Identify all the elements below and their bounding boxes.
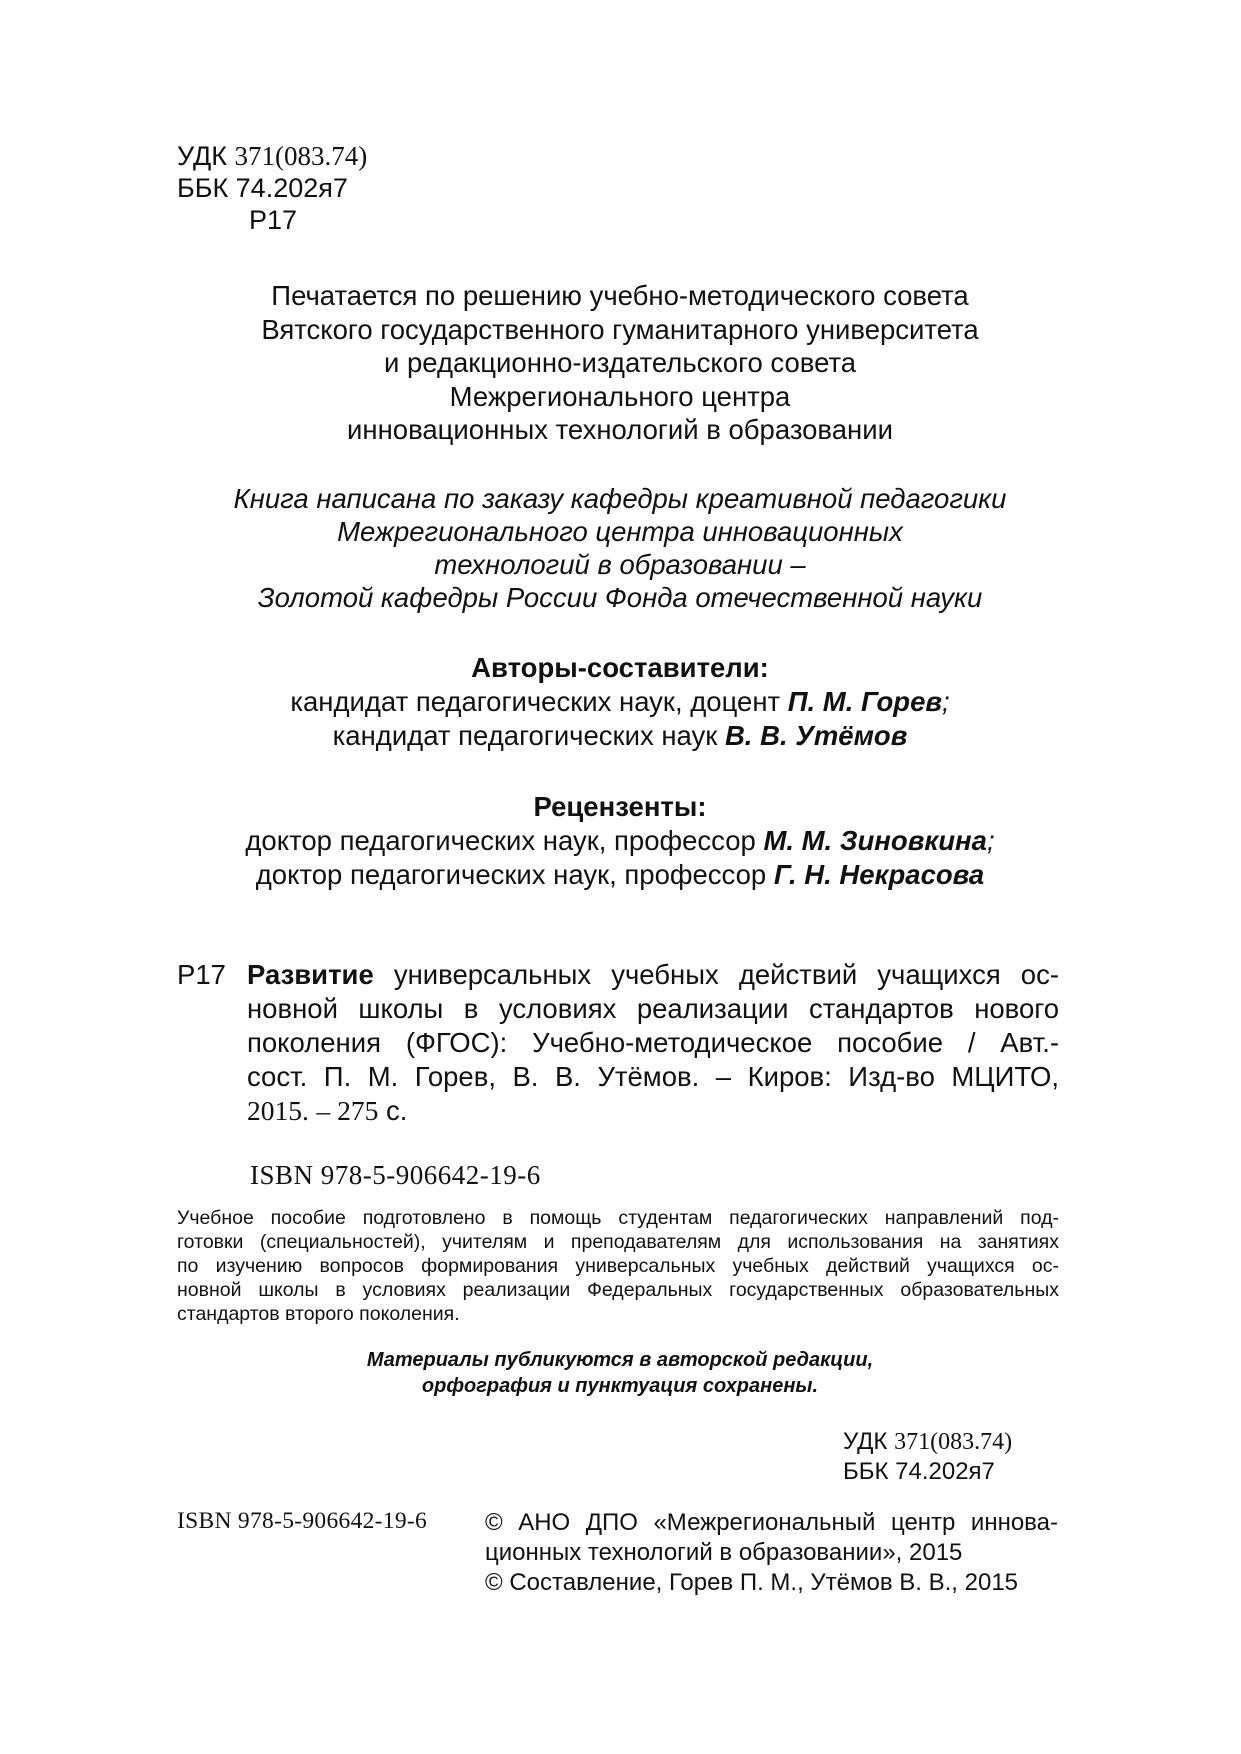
- copyright-block: [485, 1508, 1058, 1598]
- reviewer-name: М. М. Зиновкина: [763, 825, 987, 856]
- copyright-line: © Составление, Горев П. М., Утёмов В. В., 2015: [485, 1569, 1019, 1596]
- entry-pages-unit: с.: [386, 1095, 408, 1126]
- abstract-line: новной школы в условиях реализации Федеральных государственных образовательных: [177, 1279, 1059, 1301]
- author-title: кандидат педагогических наук: [332, 720, 718, 751]
- note-line: орфография и пунктуация сохранены.: [421, 1375, 819, 1397]
- author-line: [160, 719, 1080, 753]
- council-line: Межрегионального центра: [449, 380, 791, 412]
- order-statement: [160, 482, 1080, 614]
- council-line: Печатается по решению учебно-методического совета: [271, 280, 969, 311]
- abstract-line: по изучению вопросов формирования универсальных учебных действий учащихся ос-: [177, 1255, 1059, 1277]
- bbk-line: ББК 74.202я7: [177, 173, 348, 203]
- reviewer-title: доктор педагогических наук, профессор: [245, 825, 756, 856]
- udk-line: [177, 140, 367, 172]
- udk-label: УДК: [843, 1428, 888, 1455]
- author-separator: ;: [942, 686, 950, 717]
- udk-code: 371(083.74): [234, 141, 368, 171]
- reviewer-title: доктор педагогических наук, профессор: [255, 859, 767, 890]
- order-line: Межрегионального центра инновационных: [337, 516, 903, 547]
- bibliographic-entry: [247, 958, 1059, 1128]
- authors-heading: Авторы-составители:: [471, 652, 769, 683]
- entry-pages: – 275: [316, 1095, 379, 1126]
- reviewer-line: [160, 858, 1080, 892]
- entry-line-text: универсальных учебных действий учащихся ос-: [393, 959, 1059, 990]
- classification-block-bottom: [843, 1427, 1012, 1487]
- entry-line: сост. П. М. Горев, В. В. Утёмов. – Киров: Изд-во МЦИТО,: [247, 1061, 1059, 1092]
- udk-label: УДК: [177, 141, 227, 171]
- abstract: [177, 1206, 1059, 1326]
- entry-line: новной школы в условиях реализации стандартов нового: [247, 993, 1059, 1024]
- entry-line: поколения (ФГОС): Учебно-методическое пособие / Авт.-: [247, 1027, 1059, 1058]
- abstract-line: готовки (специальностей), учителям и преподавателям для использования на занятиях: [177, 1231, 1059, 1253]
- reviewers-block: [160, 790, 1080, 892]
- council-statement: [160, 279, 1080, 447]
- reviewer-name: Г. Н. Некрасова: [773, 859, 985, 890]
- bbk-line: ББК 74.202я7: [843, 1458, 995, 1485]
- editorial-note: [160, 1347, 1080, 1399]
- udk-line: [843, 1427, 1012, 1457]
- copyright-line: © АНО ДПО «Межрегиональный центр иннова-: [485, 1509, 1058, 1536]
- author-title: кандидат педагогических наук, доцент: [290, 686, 781, 717]
- authors-block: [160, 651, 1080, 753]
- entry-line: [247, 958, 1059, 992]
- abstract-line: Учебное пособие подготовлено в помощь студентам педагогических направлений под-: [177, 1207, 1059, 1229]
- order-line: Золотой кафедры России Фонда отечественной науки: [257, 582, 983, 613]
- order-line: технологий в образовании –: [434, 549, 806, 580]
- entry-title-word: Развитие: [247, 959, 374, 990]
- entry-code: Р17: [177, 959, 226, 990]
- entry-year: 2015.: [247, 1095, 309, 1126]
- author-line: [160, 685, 1080, 719]
- isbn-bottom: ISBN 978-5-906642-19-6: [177, 1508, 428, 1534]
- reviewer-line: [160, 824, 1080, 858]
- udk-code: 371(083.74): [894, 1429, 1013, 1455]
- council-line: инновационных технологий в образовании: [347, 414, 893, 445]
- entry-line: [247, 1094, 1059, 1128]
- reviewer-separator: ;: [986, 825, 995, 856]
- abstract-line: стандартов второго поколения.: [177, 1303, 460, 1325]
- reviewers-heading: Рецензенты:: [533, 791, 707, 822]
- classification-block: [177, 140, 367, 236]
- isbn: ISBN 978-5-906642-19-6: [250, 1160, 541, 1190]
- author-mark: Р17: [249, 205, 298, 235]
- copyright-line: ционных технологий в образовании», 2015: [485, 1539, 963, 1566]
- council-line: и редакционно-издательского совета: [383, 347, 857, 378]
- council-line: Вятского государственного гуманитарного университета: [261, 313, 979, 345]
- author-name: П. М. Горев: [787, 686, 943, 717]
- note-line: Материалы публикуются в авторской редакции,: [366, 1349, 874, 1371]
- author-name: В. В. Утёмов: [724, 720, 908, 751]
- order-line: Книга написана по заказу кафедры креативной педагогики: [233, 483, 1007, 514]
